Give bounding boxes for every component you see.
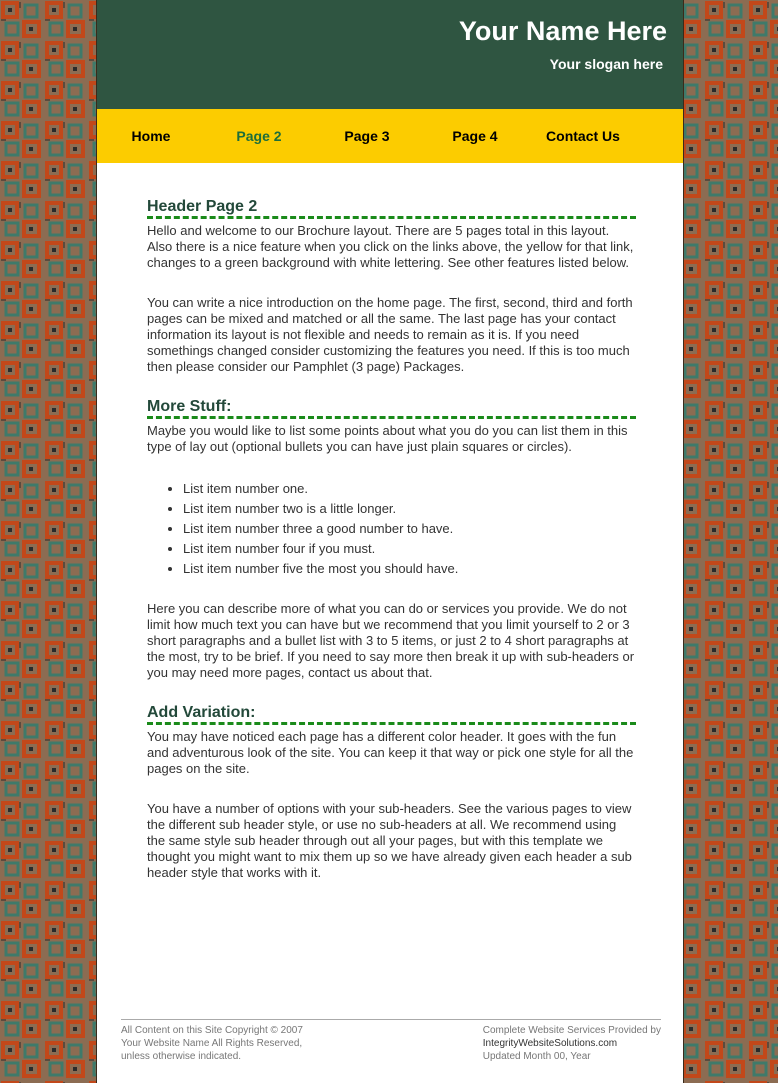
list-item: • List item number three a good number to have. — [183, 519, 636, 539]
site-header — [97, 0, 683, 109]
list-item: • List item number four if you must. — [183, 539, 636, 559]
paragraph: You have a number of options with your sub-headers. See the various pages to view the different sub header style, or use no sub-headers at all. We recommend using the same style sub header through out all your pages, but with this template we thought you might want to mix them up so we have already given each header a sub header style that works with it. — [147, 801, 632, 880]
page-container — [96, 0, 684, 1083]
footer-line: unless otherwise indicated. — [121, 1051, 242, 1062]
nav-page-3[interactable]: Page 3 — [344, 128, 390, 144]
nav-page-4[interactable]: Page 4 — [452, 128, 498, 144]
section-heading-2: More Stuff: — [147, 399, 636, 419]
footer-line: Complete Website Services Provided by — [482, 1025, 661, 1036]
footer-credits — [483, 1024, 661, 1063]
nav-contact-us[interactable]: Contact Us — [546, 128, 620, 144]
paragraph: You may have noticed each page has a different color header. It goes with the fun and adventurous look of the site. You can keep it that way or pick one style for all the pages on the site. — [147, 729, 634, 776]
section-heading-1: Header Page 2 — [147, 199, 636, 219]
paragraph: You can write a nice introduction on the home page. The first, second, third and forth pages can be mixed and matched or all the same. The last page has your contact information its layout is not flexible and needs to remain as it is. If you need somethings changed consider customizing the features you need. If this is too much then please consider our Pamphlet (3 page) Packages. — [147, 295, 633, 374]
nav-page-2[interactable]: Page 2 — [236, 128, 282, 144]
main-content — [147, 199, 636, 905]
nav-home[interactable]: Home — [131, 128, 171, 144]
paragraph: Hello and welcome to our Brochure layout. There are 5 pages total in this layout. Also there is a nice feature when you click on the links above, the yellow for that link, changes to a green background with white lettering. See other features listed below. — [147, 223, 634, 270]
footer-line: Your Website Name All Rights Reserved, — [121, 1038, 303, 1049]
footer-copyright — [121, 1024, 303, 1063]
bullet-list — [147, 479, 636, 579]
site-title: Your Name Here — [458, 16, 667, 46]
footer-line: All Content on this Site Copyright © 2007 — [121, 1025, 303, 1036]
paragraph: Maybe you would like to list some points about what you do you can list them in this type of lay out (optional bullets you can have just plain squares or circles). — [147, 423, 628, 454]
footer-line: Updated Month 00, Year — [482, 1051, 591, 1062]
list-item: • List item number two is a little longer. — [183, 499, 636, 519]
paragraph: Here you can describe more of what you can do or services you provide. We do not limit how much text you can have but we recommend that you limit yourself to 2 or 3 short paragraphs and a bullet list with 3 to 5 items, or just 2 to 4 short paragraphs at the most, try to be brief. If you need to say more then break it up with sub-headers or you may need more pages, contact us about that. — [147, 601, 635, 680]
site-footer — [121, 1019, 661, 1063]
main-nav — [97, 109, 683, 163]
list-item: • List item number five the most you should have. — [183, 559, 636, 579]
list-item: • List item number one. — [183, 479, 636, 499]
footer-credit-link[interactable] — [483, 1037, 661, 1050]
section-heading-3: Add Variation: — [147, 705, 636, 725]
site-slogan: Your slogan here — [549, 56, 663, 72]
footer-link-text[interactable]: IntegrityWebsiteSolutions.com — [482, 1038, 618, 1049]
